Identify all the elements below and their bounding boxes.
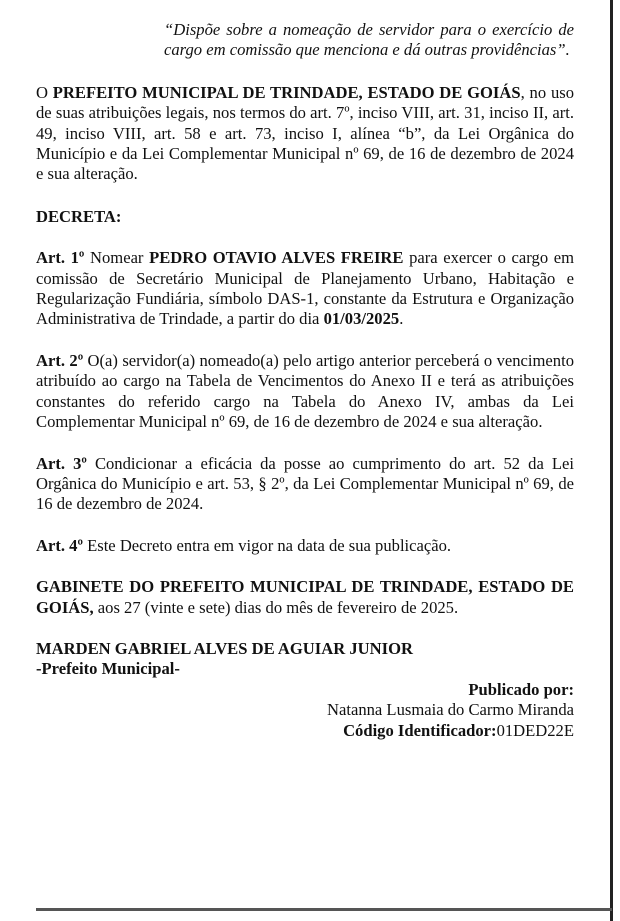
published-by-text: Publicado por: xyxy=(468,679,574,699)
preambulo-autoridade: PREFEITO MUNICIPAL DE TRINDADE, ESTADO DE GOIÁS xyxy=(52,82,521,102)
appointee-name: PEDRO OTAVIO ALVES FREIRE xyxy=(149,248,404,268)
article-3-label: Art. 3º xyxy=(36,453,87,473)
article-1-label: Art. 1º xyxy=(36,248,85,268)
article-3 xyxy=(36,454,574,515)
article-1-text-a: Nomear xyxy=(84,248,150,268)
signature-name xyxy=(36,639,574,659)
gabinete-closing xyxy=(36,577,574,618)
published-by-label xyxy=(36,680,574,700)
gabinete-title: GABINETE DO PREFEITO MUNICIPAL DE TRINDADE, ESTADO DE GOIÁS, xyxy=(36,577,574,617)
identifier-label: Código Identificador: xyxy=(343,720,497,740)
decreta-label: DECRETA: xyxy=(36,206,122,226)
article-4 xyxy=(36,536,574,556)
article-1 xyxy=(36,248,574,330)
mayor-role: -Prefeito Municipal- xyxy=(36,659,180,679)
article-2-text: O(a) servidor(a) nomeado(a) pelo artigo anterior perceberá o vencimento atribuído ao cargo na Tabela de Vencimentos do Anexo II e terá as atribuições constantes do referido cargo na Tabela do Anexo IV, ambas da Lei Complementar Municipal nº 69, de 16 de dezembro de 2024 e sua alteração. xyxy=(36,350,574,432)
publisher-name: Natanna Lusmaia do Carmo Miranda xyxy=(327,700,574,720)
decreta-heading xyxy=(36,207,574,227)
identifier-code xyxy=(36,721,574,741)
ementa: “Dispõe sobre a nomeação de servidor para o exercício de cargo em comissão que menciona e dá outras providências”. xyxy=(164,20,574,60)
mayor-name: MARDEN GABRIEL ALVES DE AGUIAR JUNIOR xyxy=(36,638,413,658)
article-4-label: Art. 4º xyxy=(36,535,83,555)
article-1-text-b: para exercer o cargo em comissão de Secretário Municipal de Planejamento Urbano, Habitação e Regularização Fundiária, símbolo DAS-1, constante da Estrutura e Organização Administrativa de Trindade, a partir do dia xyxy=(36,248,574,329)
gabinete-text: aos 27 (vinte e sete) dias do mês de fevereiro de 2025. xyxy=(93,597,459,617)
preambulo-texto: , no uso de suas atribuições legais, nos termos do art. 7º, inciso VIII, art. 31, inciso II, art. 49, inciso VIII, art. 58 e art. 73, inciso I, alínea “b”, da Lei Orgânica do Município e da Lei Complementar Municipal nº 69, de 16 de dezembro de 2024 e sua alteração. xyxy=(36,82,574,184)
right-border-line xyxy=(610,0,613,921)
article-1-end: . xyxy=(399,309,404,329)
preambulo-inicio: O xyxy=(36,82,53,102)
article-4-text: Este Decreto entra em vigor na data de sua publicação. xyxy=(82,535,452,555)
article-2 xyxy=(36,351,574,433)
decree-body xyxy=(36,20,574,741)
preambulo xyxy=(36,83,574,185)
start-date: 01/03/2025 xyxy=(323,309,400,329)
article-3-text: Condicionar a eficácia da posse ao cumprimento do art. 52 da Lei Orgânica do Município e art. 53, § 2º, da Lei Complementar Municipal nº 69, de 16 de dezembro de 2024. xyxy=(36,453,574,514)
article-2-label: Art. 2º xyxy=(36,350,84,370)
bottom-border-line xyxy=(36,908,612,911)
identifier-value: 01DED22E xyxy=(496,720,574,740)
signature-role xyxy=(36,659,574,679)
